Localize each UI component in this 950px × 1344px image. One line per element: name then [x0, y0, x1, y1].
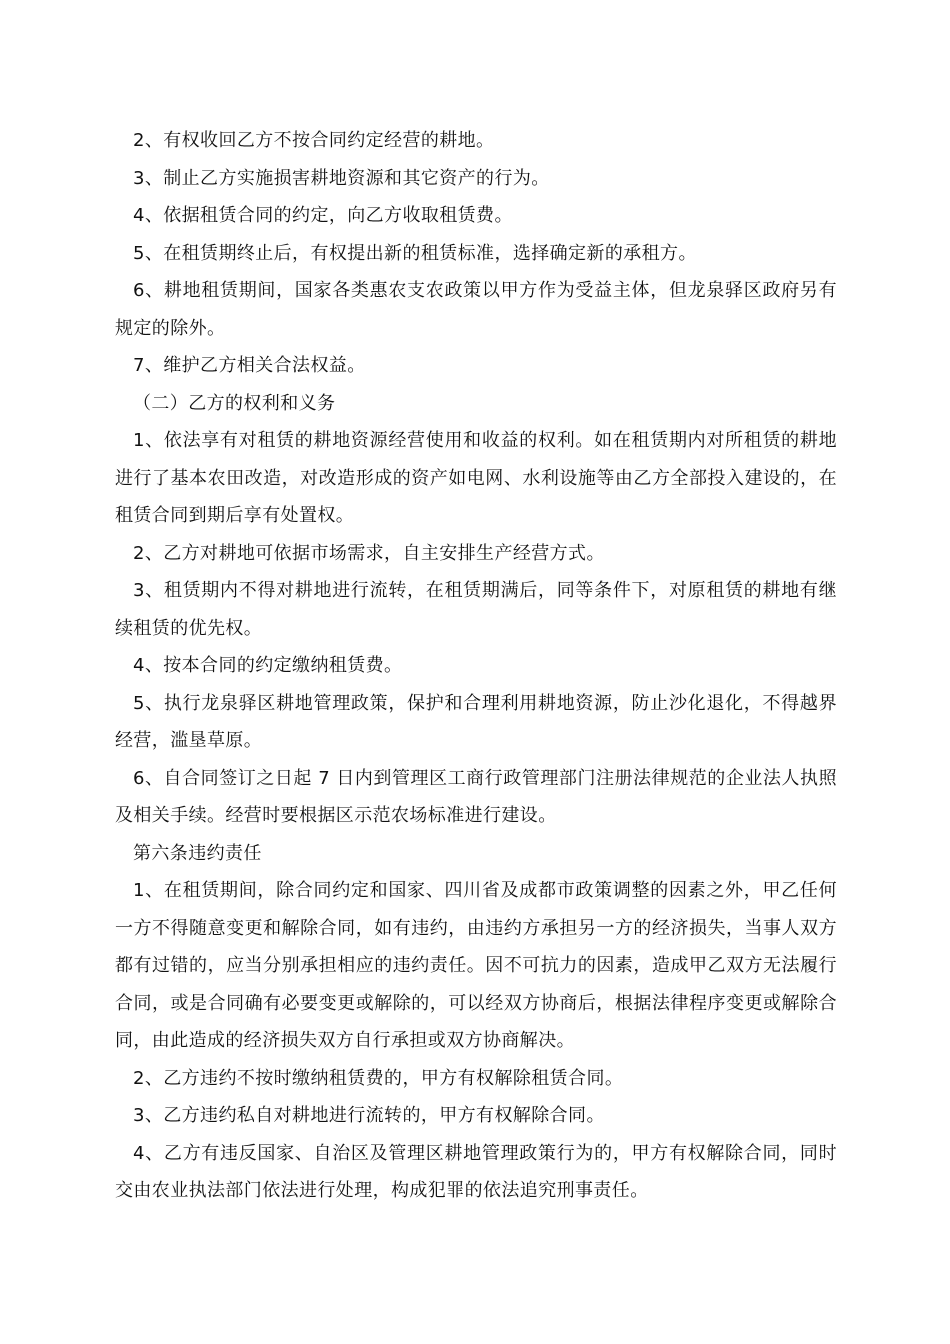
clause-paragraph: 1、在租赁期间，除合同约定和国家、四川省及成都市政策调整的因素之外，甲乙任何一方不得随意变更和解除合同，如有违约，由违约方承担另一方的经济损失，当事人双方都有过错的，应当分别承担相应的违约责任。因不可抗力的因素，造成甲乙双方无法履行合同，或是合同确有必要变更或解除的，可以经双方协商后，根据法律程序变更或解除合同，由此造成的经济损失双方自行承担或双方协商解决。 [115, 880, 837, 1051]
clause-paragraph: 4、按本合同的约定缴纳租赁费。 [133, 655, 403, 676]
clause-paragraph: 5、执行龙泉驿区耕地管理政策，保护和合理利用耕地资源，防止沙化退化，不得越界经营，滥垦草原。 [115, 692, 837, 751]
section-heading: （二）乙方的权利和义务 [133, 392, 336, 414]
document-body [115, 122, 837, 1210]
clause-paragraph: 6、自合同签订之日起 7 日内到管理区工商行政管理部门注册法律规范的企业法人执照及相关手续。经营时要根据区示范农场标准进行建设。 [115, 767, 837, 826]
clause-paragraph: 4、乙方有违反国家、自治区及管理区耕地管理政策行为的，甲方有权解除合同，同时交由农业执法部门依法进行处理，构成犯罪的依法追究刑事责任。 [115, 1142, 837, 1201]
clause-paragraph: 2、乙方对耕地可依据市场需求，自主安排生产经营方式。 [133, 542, 605, 564]
clause-paragraph: 7、维护乙方相关合法权益。 [133, 355, 366, 376]
clause-paragraph: 4、依据租赁合同的约定，向乙方收取租赁费。 [133, 205, 513, 226]
clause-paragraph: 3、制止乙方实施损害耕地资源和其它资产的行为。 [133, 167, 550, 189]
clause-paragraph: 3、租赁期内不得对耕地进行流转，在租赁期满后，同等条件下，对原租赁的耕地有继续租赁的优先权。 [115, 580, 837, 639]
clause-paragraph: 2、有权收回乙方不按合同约定经营的耕地。 [133, 130, 495, 151]
clause-paragraph: 5、在租赁期终止后，有权提出新的租赁标准，选择确定新的承租方。 [133, 242, 697, 264]
article-heading: 第六条违约责任 [133, 842, 262, 864]
clause-paragraph: 1、依法享有对租赁的耕地资源经营使用和收益的权利。如在租赁期内对所租赁的耕地进行了基本农田改造，对改造形成的资产如电网、水利设施等由乙方全部投入建设的，在租赁合同到期后享有处置权。 [115, 430, 837, 526]
clause-paragraph: 2、乙方违约不按时缴纳租赁费的，甲方有权解除租赁合同。 [133, 1067, 624, 1089]
clause-paragraph: 3、乙方违约私自对耕地进行流转的，甲方有权解除合同。 [133, 1105, 605, 1126]
clause-paragraph: 6、耕地租赁期间，国家各类惠农支农政策以甲方作为受益主体，但龙泉驿区政府另有规定的除外。 [115, 280, 837, 339]
